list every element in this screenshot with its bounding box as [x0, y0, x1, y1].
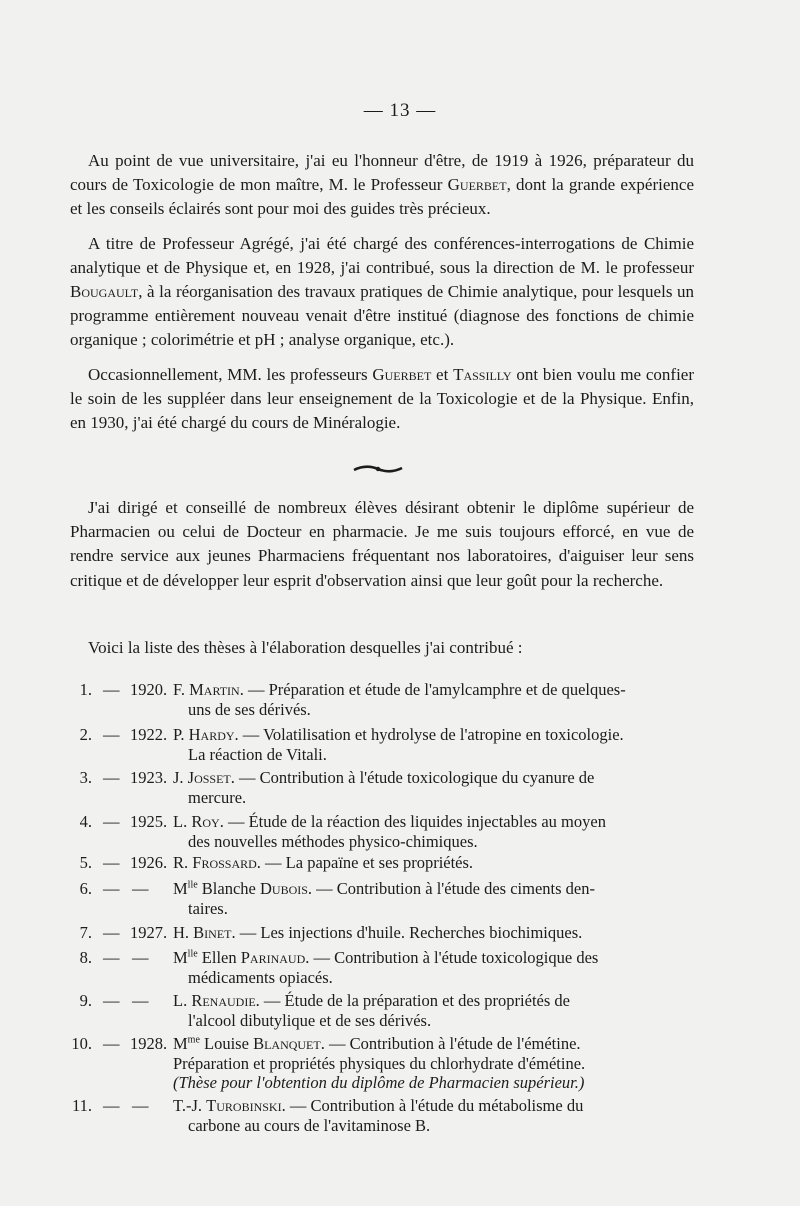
- item-body: [173, 680, 694, 719]
- thesis-title: . — Étude de la préparation et des propriétés de: [255, 991, 570, 1010]
- item-dash: —: [103, 812, 120, 831]
- item-number: 4.: [79, 812, 92, 831]
- thesis-title: . — Préparation et étude de l'amylcamphre et de quelques-: [239, 680, 626, 699]
- item-number: 11.: [71, 1096, 92, 1115]
- title-superscript: lle: [187, 879, 198, 891]
- thesis-title: . — Contribution à l'étude toxicologique des: [305, 948, 599, 967]
- item-year: 1928.: [130, 1034, 168, 1053]
- list-item: [70, 812, 694, 851]
- item-body: [173, 923, 694, 943]
- paragraph-supervision: J'ai dirigé et conseillé de nombreux élèves désirant obtenir le diplôme supérieur de Pharmacien ou celui de Docteur en pharmacie. Je me suis toujours efforcé, en vue de rendre service aux jeunes Pharmaciens fréquentant nos laboratoires, d'aiguiser leur sens critique et de développer leur esprit d'observation ainsi que leur goût pour la recherche.: [70, 498, 694, 590]
- list-item: [70, 879, 694, 918]
- item-year: 1923.: [130, 768, 168, 787]
- author-title: M: [173, 1034, 188, 1053]
- item-number: 2.: [79, 725, 92, 744]
- page-number: — 13 —: [363, 100, 437, 121]
- thesis-title: . — Contribution à l'étude toxicologique du cyanure de: [230, 768, 595, 787]
- author-name: Roy: [191, 812, 220, 831]
- thesis-note: (Thèse pour l'obtention du diplôme de Pharmacien supérieur.): [173, 1073, 585, 1092]
- item-body: [173, 812, 694, 851]
- thesis-title: . — Contribution à l'étude du métabolisme du: [281, 1096, 584, 1115]
- paragraph-university: [70, 149, 694, 222]
- item-dash: —: [103, 879, 120, 898]
- item-dash: —: [103, 680, 120, 699]
- item-dash: —: [103, 1034, 120, 1053]
- author-first-name: Ellen: [197, 948, 241, 967]
- thesis-title-cont: taires.: [188, 898, 228, 918]
- thesis-title-cont: Préparation et propriétés physiques du chlorhydrate d'émétine.: [173, 1053, 586, 1073]
- item-year: 1922.: [130, 725, 168, 744]
- thesis-title-cont: La réaction de Vitali.: [188, 744, 327, 764]
- thesis-title-cont: carbone au cours de l'avitaminose B.: [188, 1115, 431, 1135]
- item-dash: —: [103, 768, 120, 787]
- item-dash: —: [103, 853, 120, 872]
- item-number: 7.: [79, 923, 92, 942]
- thesis-title: . — Contribution à l'étude des ciments den-: [307, 879, 595, 898]
- item-body: [173, 948, 694, 987]
- author-initial: L.: [173, 812, 192, 831]
- thesis-title: . — Contribution à l'étude de l'émétine.: [320, 1034, 581, 1053]
- item-body: [173, 725, 694, 764]
- author-first-name: Louise: [199, 1034, 254, 1053]
- author-initial: P.: [173, 725, 189, 744]
- author-name: Turobinski: [206, 1096, 282, 1115]
- item-year: 1926.: [130, 853, 168, 872]
- item-year: —: [132, 948, 149, 967]
- author-initial: R.: [173, 853, 193, 872]
- item-number: 5.: [79, 853, 92, 872]
- author-name: Parinaud: [240, 948, 306, 967]
- thesis-title-cont: médicaments opiacés.: [188, 967, 333, 987]
- paragraph-agrege: [70, 232, 694, 353]
- list-intro: Voici la liste des thèses à l'élaboration desquelles j'ai contribué :: [88, 638, 523, 657]
- author-initial: F.: [173, 680, 190, 699]
- item-number: 9.: [79, 991, 92, 1010]
- person-name: Guerbet: [372, 364, 432, 384]
- paragraph-text: ont bien voulu me confier le soin de les suppléer dans leur enseignement de la Toxicologie et de la Physique. Enfin, en 1930, j'ai été chargé du cours de Minéralogie.: [70, 364, 694, 433]
- author-name: Hardy: [188, 725, 235, 744]
- author-name: Josset: [187, 768, 231, 787]
- item-body: [173, 1034, 694, 1093]
- thesis-title-cont: uns de ses dérivés.: [188, 699, 311, 719]
- item-body: [173, 853, 694, 873]
- item-year: —: [132, 1096, 149, 1115]
- author-name: Renaudie: [191, 991, 256, 1010]
- paragraph-text: , dont la grande expérience et les conseils éclairés sont pour moi des guides très précieux.: [70, 175, 694, 219]
- author-initial: T.-J.: [173, 1096, 207, 1115]
- item-dash: —: [103, 923, 120, 942]
- item-number: 1.: [79, 680, 92, 699]
- paragraph-occasional: [70, 363, 694, 436]
- person-name: Bougault: [70, 282, 139, 302]
- list-item: [70, 680, 694, 719]
- author-title: M: [173, 948, 188, 967]
- paragraph-text: , à la réorganisation des travaux pratiques de Chimie analytique, pour lesquels un programme entièrement nouveau venait d'être institué (diagnose des fonctions de chimie organique ; colorimétrie et pH ; analyse organique, etc.).: [70, 282, 694, 350]
- thesis-title-cont: mercure.: [188, 787, 247, 807]
- intro-section: [70, 149, 694, 445]
- item-year: 1925.: [130, 812, 168, 831]
- thesis-title-cont: des nouvelles méthodes physico-chimiques.: [188, 831, 478, 851]
- paragraph-text: et: [431, 364, 454, 384]
- thesis-title: . — Étude de la réaction des liquides injectables au moyen: [219, 812, 606, 831]
- list-item: [70, 1034, 694, 1093]
- thesis-title: . — La papaïne et ses propriétés.: [256, 853, 474, 872]
- thesis-title-cont: l'alcool dibutylique et de ses dérivés.: [188, 1010, 432, 1030]
- item-body: [173, 879, 694, 918]
- paragraph-text: A titre de Professeur Agrégé, j'ai été chargé des conférences-interrogations de Chimie analytique et de Physique et, en 1928, j'ai contribué, sous la direction de M. le professeur: [70, 233, 694, 277]
- item-body: [173, 768, 694, 807]
- list-item: [70, 1096, 694, 1135]
- list-item: [70, 991, 694, 1030]
- author-name: Frossard: [192, 853, 257, 872]
- item-dash: —: [103, 991, 120, 1010]
- item-number: 8.: [79, 948, 92, 967]
- author-initial: J.: [173, 768, 188, 787]
- item-year: 1927.: [130, 923, 168, 942]
- thesis-title: . — Volatilisation et hydrolyse de l'atropine en toxicologie.: [234, 725, 624, 744]
- item-body: [173, 991, 694, 1030]
- author-title: M: [173, 879, 188, 898]
- list-item: [70, 923, 694, 943]
- author-initial: H.: [173, 923, 194, 942]
- paragraph-text: Au point de vue universitaire, j'ai eu l'honneur d'être, de 1919 à 1926, préparateur du cours de Toxicologie de mon maître, M. le Professeur: [70, 151, 694, 195]
- section-ornament-icon: [352, 463, 404, 475]
- list-item: [70, 768, 694, 807]
- item-number: 10.: [71, 1034, 92, 1053]
- item-number: 6.: [79, 879, 92, 898]
- author-name: Dubois: [259, 879, 308, 898]
- item-body: [173, 1096, 694, 1135]
- author-name: Martin: [189, 680, 240, 699]
- list-item: [70, 725, 694, 764]
- person-name: Guerbet: [447, 175, 507, 195]
- paragraph-text: Occasionnellement, MM. les professeurs: [88, 364, 373, 384]
- item-dash: —: [103, 948, 120, 967]
- supervision-section: [70, 496, 694, 603]
- item-year: —: [132, 879, 149, 898]
- title-superscript: me: [187, 1034, 200, 1046]
- item-year: 1920.: [130, 680, 168, 699]
- list-item: [70, 948, 694, 987]
- item-number: 3.: [79, 768, 92, 787]
- title-superscript: lle: [187, 948, 198, 960]
- author-name: Blanquet: [253, 1034, 321, 1053]
- author-initial: L.: [173, 991, 192, 1010]
- author-first-name: Blanche: [197, 879, 260, 898]
- list-item: [70, 853, 694, 873]
- thesis-title: . — Les injections d'huile. Recherches biochimiques.: [231, 923, 583, 942]
- item-dash: —: [103, 725, 120, 744]
- item-dash: —: [103, 1096, 120, 1115]
- author-name: Binet: [193, 923, 232, 942]
- person-name: Tassilly: [453, 364, 512, 384]
- item-year: —: [132, 991, 149, 1010]
